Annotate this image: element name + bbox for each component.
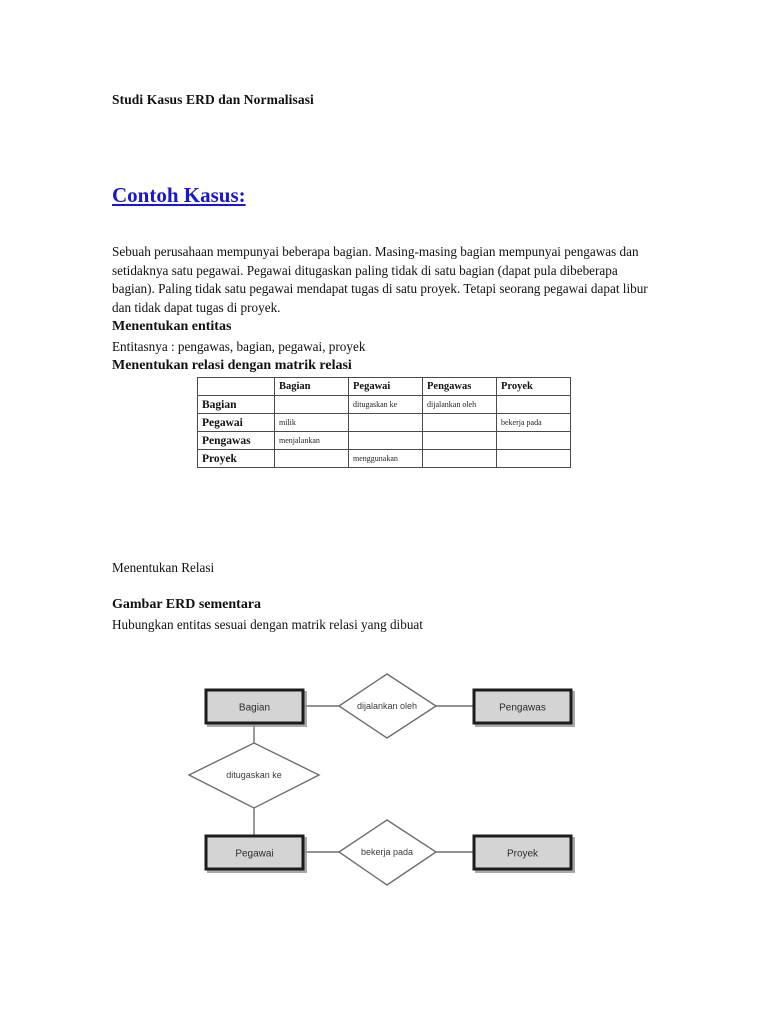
table-corner-cell xyxy=(198,378,275,396)
entity-label-pegawai: Pegawai xyxy=(235,848,274,860)
entitas-list-line: Entitasnya : pengawas, bagian, pegawai, proyek xyxy=(112,339,366,354)
table-cell: ditugaskan ke xyxy=(349,396,423,414)
table-row-header-pengawas: Pengawas xyxy=(198,432,275,450)
table-row xyxy=(198,414,571,432)
table-row-header-pegawai: Pegawai xyxy=(198,414,275,432)
erd-entity-proyek[interactable] xyxy=(474,836,571,869)
heading-gambar-erd: Gambar ERD sementara xyxy=(112,597,262,612)
table-cell xyxy=(497,396,571,414)
table-col-header-pengawas: Pengawas xyxy=(423,378,497,396)
menentukan-relasi-line: Menentukan Relasi xyxy=(112,560,215,575)
matrix-relation-table xyxy=(197,377,571,468)
relation-label-bekerja-pada: bekerja pada xyxy=(360,847,414,857)
erd-diagram xyxy=(186,668,586,892)
table-cell: bekerja pada xyxy=(497,414,571,432)
table-col-header-bagian: Bagian xyxy=(275,378,349,396)
table-cell xyxy=(275,396,349,414)
table-cell xyxy=(349,414,423,432)
erd-relationship-bekerja-pada[interactable] xyxy=(339,820,436,885)
document-title: Studi Kasus ERD dan Normalisasi xyxy=(112,92,314,107)
erd-entity-pegawai[interactable] xyxy=(206,836,303,869)
case-heading: Contoh Kasus: xyxy=(112,183,246,207)
table-cell: milik xyxy=(275,414,349,432)
table-cell xyxy=(497,432,571,450)
intro-paragraph: Sebuah perusahaan mempunyai beberapa bagian. Masing-masing bagian mempunyai pengawas dan setidaknya satu pegawai. Pegawai ditugaskan paling tidak di satu bagian (dapat pula dibeberapa bagian). Paling tidak satu pegawai mendapat tugas di satu proyek. Tetapi seorang pegawai dapat libur dan tidak dapat tugas di proyek. xyxy=(112,244,648,315)
table-row xyxy=(198,450,571,468)
entity-label-proyek: Proyek xyxy=(506,848,539,860)
entity-label-pengawas: Pengawas xyxy=(499,702,546,714)
table-row-header-proyek: Proyek xyxy=(198,450,275,468)
table-cell: dijalankan oleh xyxy=(423,396,497,414)
table-col-header-pegawai: Pegawai xyxy=(349,378,423,396)
table-cell xyxy=(497,450,571,468)
table-cell: menjalankan xyxy=(275,432,349,450)
table-row xyxy=(198,396,571,414)
erd-entity-pengawas[interactable] xyxy=(474,690,571,723)
heading-menentukan-entitas: Menentukan entitas xyxy=(112,319,232,334)
hubungkan-entitas-line: Hubungkan entitas sesuai dengan matrik relasi yang dibuat xyxy=(112,617,423,632)
relation-label-ditugaskan-ke: ditugaskan ke xyxy=(226,770,282,780)
table-cell: menggunakan xyxy=(349,450,423,468)
table-header-row xyxy=(198,378,571,396)
table-cell xyxy=(349,432,423,450)
heading-matrik-relasi: Menentukan relasi dengan matrik relasi xyxy=(112,358,352,373)
table-cell xyxy=(423,432,497,450)
table-cell xyxy=(423,414,497,432)
table-cell xyxy=(423,450,497,468)
erd-entity-bagian[interactable] xyxy=(206,690,303,723)
table-row-header-bagian: Bagian xyxy=(198,396,275,414)
erd-relationship-ditugaskan-ke[interactable] xyxy=(189,743,319,808)
entity-label-bagian: Bagian xyxy=(238,702,271,714)
table-cell xyxy=(275,450,349,468)
table-col-header-proyek: Proyek xyxy=(497,378,571,396)
erd-relationship-dijalankan-oleh[interactable] xyxy=(339,674,436,738)
table-row xyxy=(198,432,571,450)
relation-label-dijalankan-oleh: dijalankan oleh xyxy=(356,701,418,711)
